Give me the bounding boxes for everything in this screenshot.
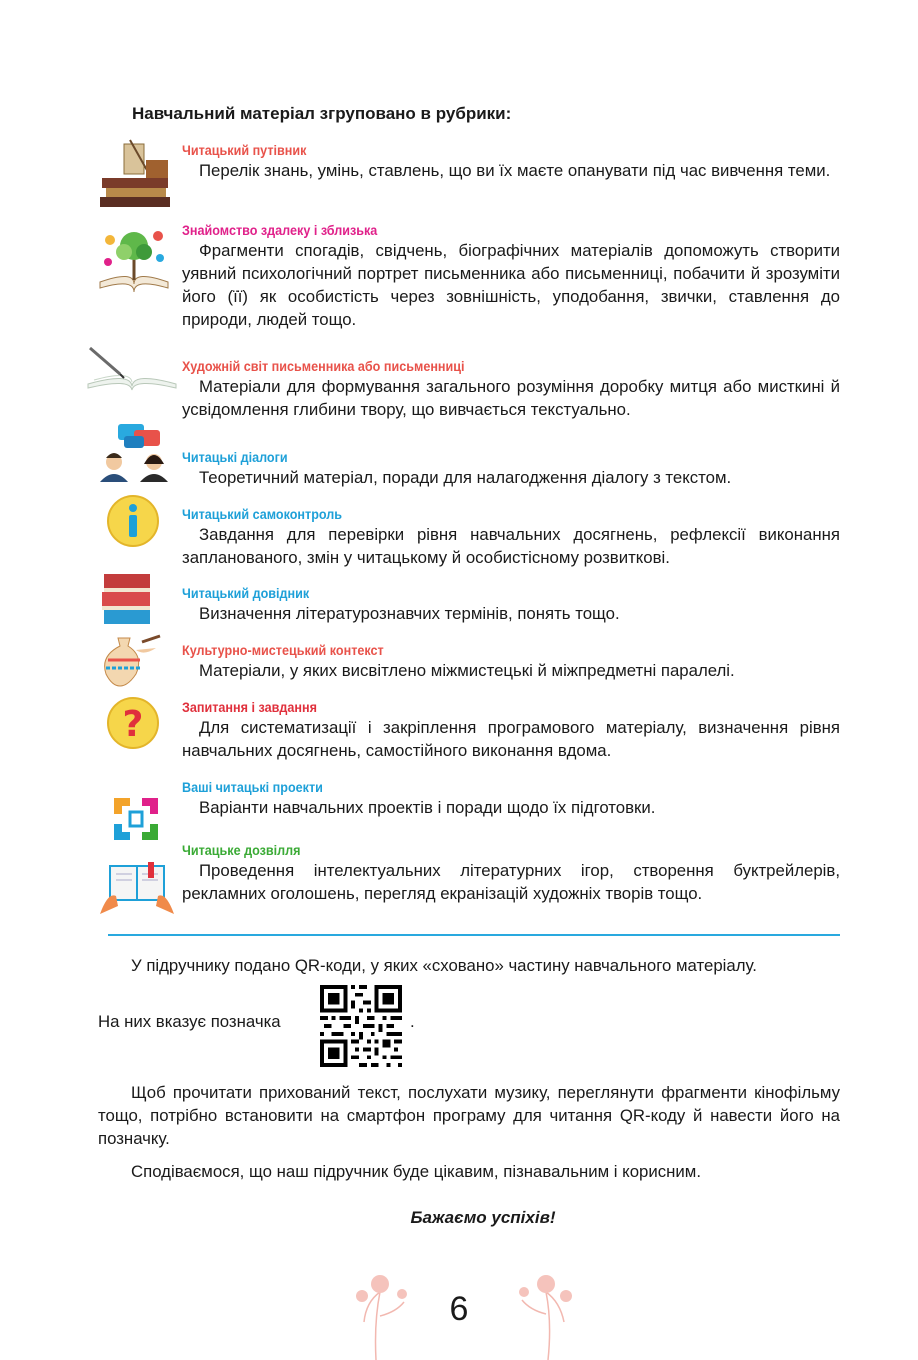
rubric-self-control	[182, 505, 840, 569]
open-book-tree-icon	[96, 222, 172, 294]
puzzle-squares-icon	[110, 794, 162, 844]
qr-intro-text: У підручнику подано QR-коди, у яких «сховано» частину навчального матеріалу.	[131, 956, 757, 975]
rubric-description: Варіанти навчальних проектів і поради щодо їх підготовки.	[199, 798, 656, 817]
page-number: 6	[449, 1290, 469, 1328]
rubric-reader-projects	[182, 778, 840, 819]
hands-book-icon	[98, 862, 176, 916]
rubric-title: Художній світ письменника або письменниці	[182, 358, 465, 374]
rubric-description: Перелік знань, умінь, ставлень, що ви їх маєте опанувати під час вивчення теми.	[199, 161, 831, 180]
rubric-reader-guide	[182, 141, 840, 182]
page-heading: Навчальний матеріал згруповано в рубрики:	[132, 104, 512, 123]
rubric-cultural-context	[182, 641, 840, 682]
book-stack-icon	[100, 572, 154, 626]
section-divider	[108, 934, 840, 936]
book-pen-icon	[84, 344, 180, 392]
qr-instructions-text: Щоб прочитати прихований текст, послухати музику, переглянути фрагменти кінофільму тощо, потрібно встановити на смартфон програму для читання QR-коду й навести його на позначку.	[98, 1083, 840, 1148]
rubric-description: Для систематизації і закріплення програмового матеріалу, визначення рівня навчальних досягнень, самостійного виконання вдома.	[182, 718, 840, 760]
rubric-description: Теоретичний матеріал, поради для налагодження діалогу з текстом.	[199, 468, 732, 487]
books-feather-icon	[96, 138, 176, 212]
closing-text: Сподіваємося, що наш підручник буде цікавим, пізнавальним і корисним.	[131, 1162, 701, 1181]
svg-text:?: ?	[122, 704, 144, 745]
question-icon	[106, 696, 160, 750]
rubric-questions-tasks	[182, 698, 840, 762]
vase-brush-icon	[98, 634, 164, 688]
rubric-title: Культурно-мистецький контекст	[182, 642, 384, 658]
rubric-artistic-world	[182, 357, 840, 421]
qr-pointer-text: На них вказує позначка	[98, 1012, 281, 1031]
rubric-title: Читацький самоконтроль	[182, 506, 343, 522]
rubric-description: Фрагменти спогадів, свідчень, біографічних матеріалів допоможуть створити уявний психологічний портрет письменника або письменниці, побачити й зрозуміти його (її) як особистість через зовнішність, уподобання, звички, ставлення до природи, людей тощо.	[182, 241, 840, 329]
rubric-title: Читацьке дозвілля	[182, 842, 301, 858]
info-icon	[106, 494, 160, 548]
rubric-description: Матеріали, у яких висвітлено міжмистецькі й міжпредметні паралелі.	[199, 661, 735, 680]
rubric-title: Знайомство здалеку і зблизька	[182, 222, 378, 238]
qr-pointer-dot: .	[410, 1012, 415, 1031]
rubric-reader-leisure	[182, 841, 840, 905]
rubric-title: Запитання і завдання	[182, 699, 317, 715]
wish-text: Бажаємо успіхів!	[410, 1208, 556, 1227]
rubric-reader-reference	[182, 584, 840, 625]
rubric-acquaintance	[182, 221, 840, 331]
rubric-description: Матеріали для формування загального розуміння доробку митця або мисткині й усвідомлення глибини твору, що вивчається текстуально.	[182, 377, 840, 419]
rubric-title: Читацький довідник	[182, 585, 310, 601]
rubric-description: Проведення інтелектуальних літературних ігор, створення буктрейлерів, рекламних оголошень, перегляд екранізацій художніх творів тощо.	[182, 861, 840, 903]
dialogue-people-icon	[98, 422, 170, 484]
qr-code-icon	[320, 985, 402, 1067]
rubric-description: Визначення літературознавчих термінів, понять тощо.	[199, 604, 620, 623]
rubric-reader-dialogues	[182, 448, 840, 489]
rubric-title: Читацькі діалоги	[182, 449, 288, 465]
rubric-title: Ваші читацькі проекти	[182, 779, 323, 795]
rubric-description: Завдання для перевірки рівня навчальних досягнень, рефлексії виконання запланованого, змін у читацькому й особистісному розвиткові.	[182, 525, 840, 567]
flower-decoration-icon	[512, 1262, 582, 1360]
rubric-title: Читацький путівник	[182, 142, 307, 158]
